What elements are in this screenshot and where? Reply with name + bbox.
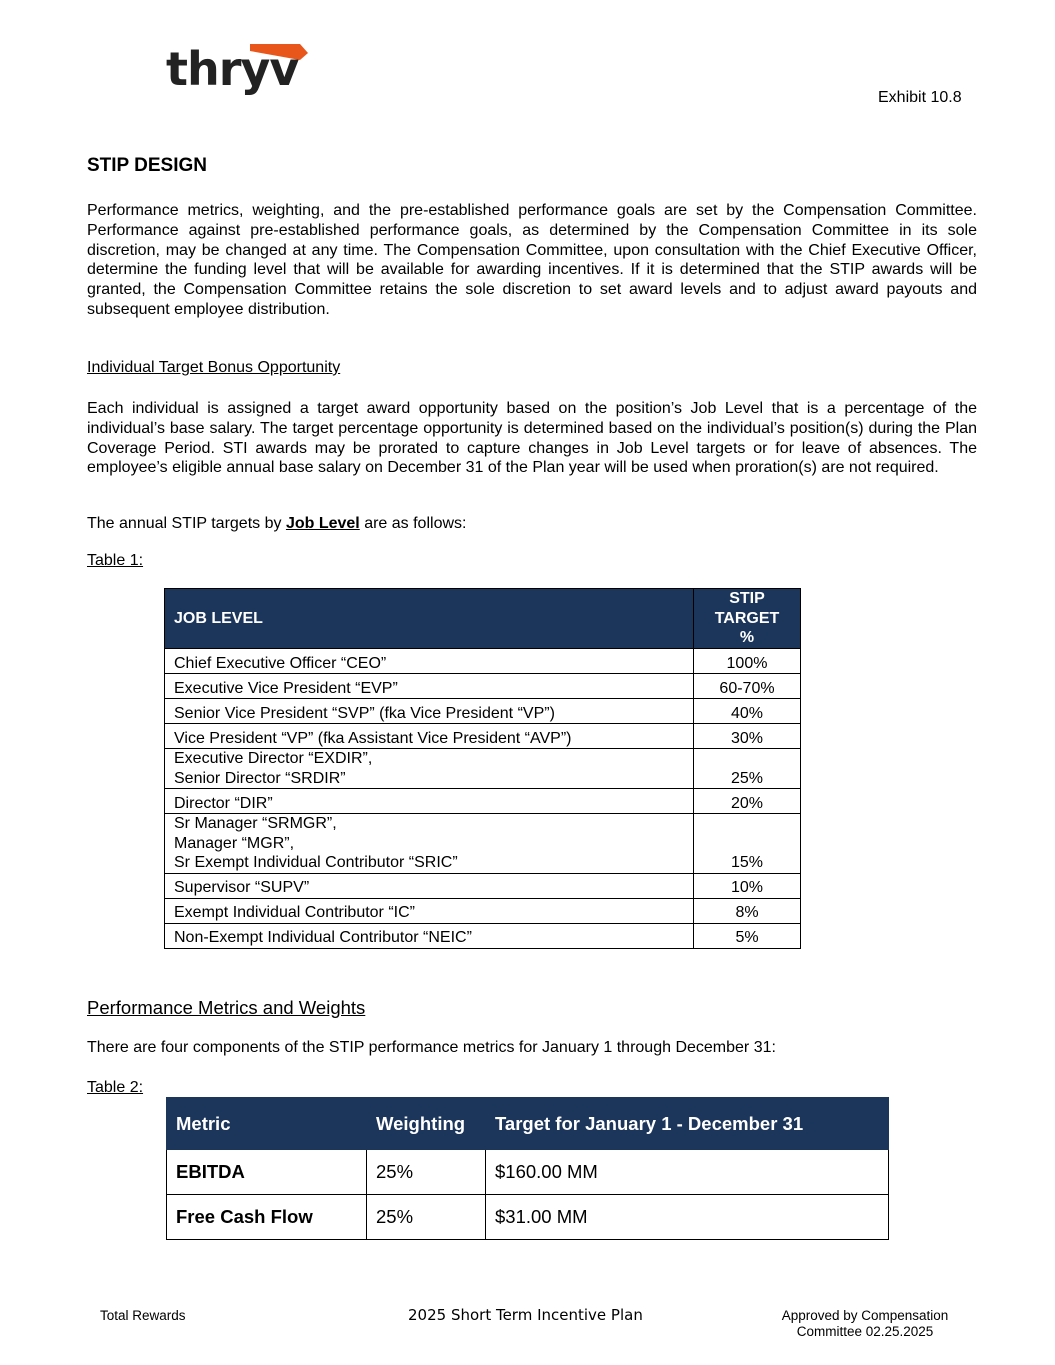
table-row (165, 674, 801, 699)
job-level-cell: Supervisor “SUPV” (165, 873, 694, 898)
stip-target-cell: 100% (694, 649, 801, 674)
stip-target-cell: 40% (694, 699, 801, 724)
header-metric: Metric (167, 1098, 367, 1150)
table-header-row (167, 1098, 889, 1150)
target-bonus-paragraph: Each individual is assigned a target award opportunity based on the position’s Job Level that is a percentage of the individual’s base salary. The target percentage opportunity is determined based on the individual’s position(s) during the Plan Coverage Period. STI awards may be prorated to capture changes in Job Level targets or for leave of absences. The employee’s eligible annual base salary on December 31 of the Plan year will be used when proration(s) are not required. (87, 400, 977, 477)
section-heading-target-bonus: Individual Target Bonus Opportunity (87, 359, 341, 376)
exhibit-label: Exhibit 10.8 (878, 89, 962, 106)
table-row (165, 724, 801, 749)
thryv-logo (166, 40, 316, 105)
stip-target-cell: 25% (694, 749, 801, 789)
job-level-cell: Exempt Individual Contributor “IC” (165, 898, 694, 923)
header-job-level: JOB LEVEL (165, 589, 694, 649)
table-row (165, 923, 801, 948)
table-row (165, 649, 801, 674)
stip-target-cell: 10% (694, 873, 801, 898)
table-header-row (165, 589, 801, 649)
stip-target-cell: 30% (694, 724, 801, 749)
stip-target-cell: 60-70% (694, 674, 801, 699)
table-row (165, 873, 801, 898)
job-level-cell: Sr Manager “SRMGR”, Manager “MGR”, Sr Exempt Individual Contributor “SRIC” (165, 814, 694, 874)
stip-target-cell: 15% (694, 814, 801, 874)
header-stip-target: STIP TARGET % (694, 589, 801, 649)
job-level-cell: Vice President “VP” (fka Assistant Vice President “AVP”) (165, 724, 694, 749)
weighting-cell: 25% (367, 1195, 486, 1240)
weighting-cell: 25% (367, 1150, 486, 1195)
job-level-cell: Director “DIR” (165, 789, 694, 814)
job-level-cell: Non-Exempt Individual Contributor “NEIC” (165, 923, 694, 948)
job-level-emphasis: Job Level (285, 515, 360, 532)
table-row (165, 749, 801, 789)
job-level-cell: Chief Executive Officer “CEO” (165, 649, 694, 674)
table-row (165, 814, 801, 874)
footer-center: 2025 Short Term Incentive Plan (408, 1306, 643, 1324)
page-title: STIP DESIGN (87, 155, 208, 176)
stip-target-cell: 8% (694, 898, 801, 923)
job-level-table (164, 588, 801, 949)
metric-cell: EBITDA (167, 1150, 367, 1195)
section-heading-metrics: Performance Metrics and Weights (87, 997, 366, 1018)
job-level-cell: Executive Director “EXDIR”, Senior Director “SRDIR” (165, 749, 694, 789)
stip-target-cell: 20% (694, 789, 801, 814)
targets-intro: The annual STIP targets by Job Level are as follows: (87, 515, 467, 532)
job-level-cell: Executive Vice President “EVP” (165, 674, 694, 699)
intro-paragraph: Performance metrics, weighting, and the pre-established performance goals are set by the Compensation Committee. Performance against pre-established performance goals, as determined by the Compensation Committee in its sole discretion, may be changed at any time. The Compensation Committee, upon consultation with the Chief Executive Officer, determine the funding level that will be available for awarding incentives. If it is determined that the STIP awards will be granted, the Compensation Committee retains the sole discretion to set award levels and to adjust award payouts and subsequent employee distribution. (87, 202, 977, 318)
metrics-table (166, 1097, 889, 1240)
metric-cell: Free Cash Flow (167, 1195, 367, 1240)
header-weighting: Weighting (367, 1098, 486, 1150)
stip-target-cell: 5% (694, 923, 801, 948)
logo-wordmark: thryv (166, 42, 299, 96)
job-level-cell: Senior Vice President “SVP” (fka Vice President “VP”) (165, 699, 694, 724)
footer-right: Approved by Compensation Committee 02.25.2025 (781, 1308, 949, 1339)
table-row (165, 789, 801, 814)
footer-left: Total Rewards (100, 1308, 186, 1323)
table2-label: Table 2: (87, 1079, 144, 1096)
header-target: Target for January 1 - December 31 (486, 1098, 889, 1150)
metrics-intro: There are four components of the STIP performance metrics for January 1 through December 31: (87, 1039, 776, 1056)
table1-label: Table 1: (87, 552, 144, 569)
table-row (167, 1150, 889, 1195)
table-row (165, 898, 801, 923)
target-cell: $31.00 MM (486, 1195, 889, 1240)
table-row (165, 699, 801, 724)
table-row (167, 1195, 889, 1240)
target-cell: $160.00 MM (486, 1150, 889, 1195)
